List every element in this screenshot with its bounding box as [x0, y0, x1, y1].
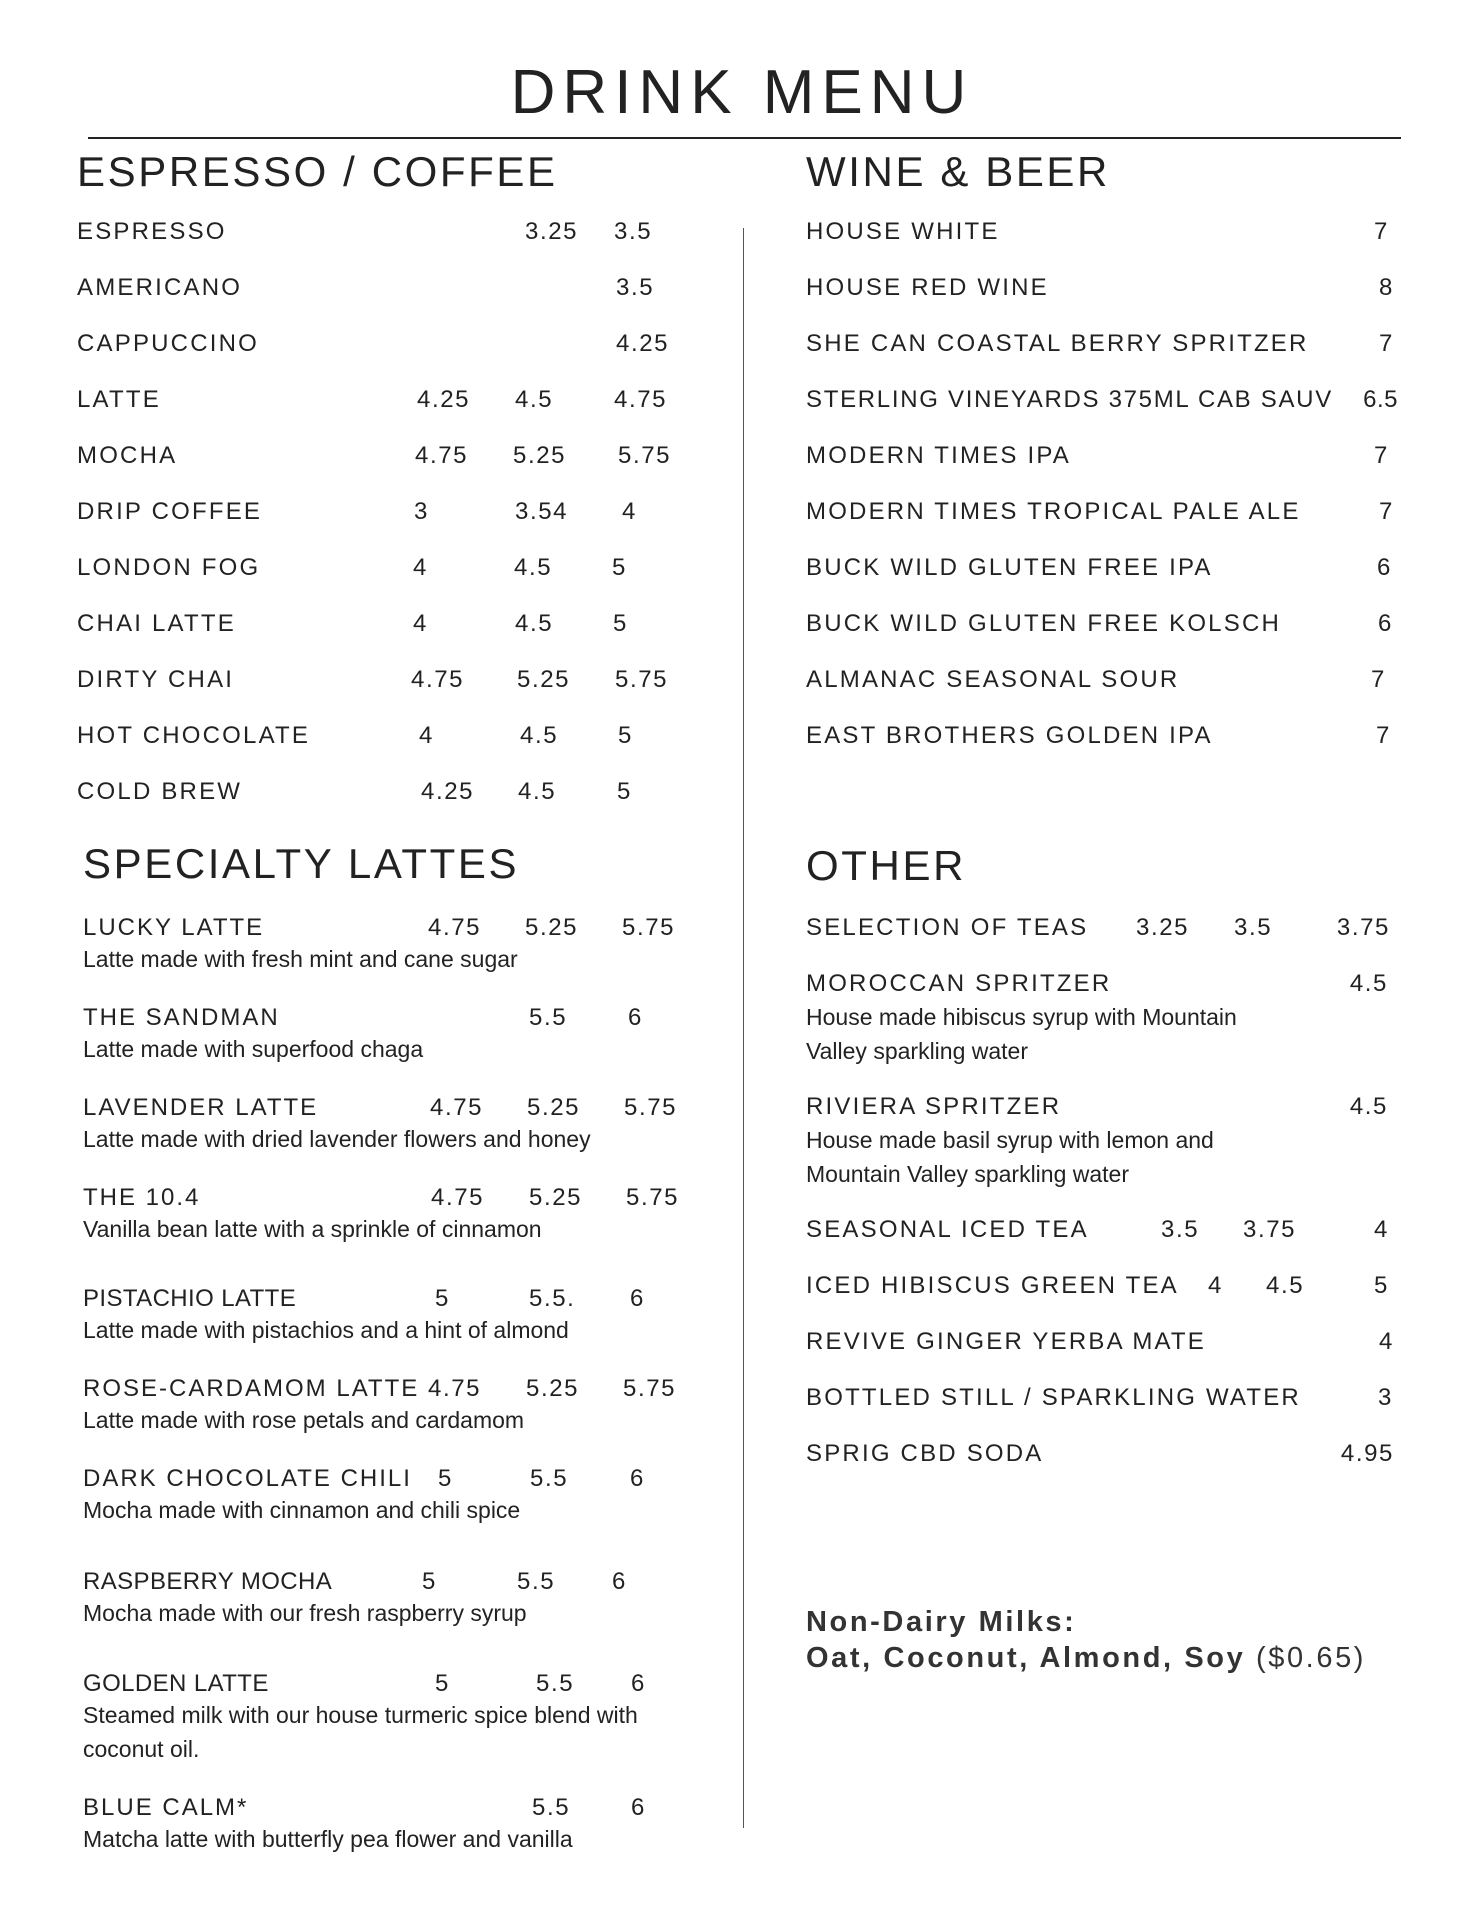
price-medium: 5.25: [517, 666, 571, 693]
menu-row: [806, 216, 1396, 256]
price-medium: 3.5: [1234, 914, 1273, 941]
price-small: 4: [1208, 1272, 1223, 1299]
menu-row: [77, 440, 677, 480]
price-small: 3.25: [1136, 914, 1190, 941]
price-small: 4: [413, 610, 428, 637]
price-large: 5: [613, 610, 628, 637]
non-dairy-note: [806, 1604, 1366, 1676]
price-small: 4.75: [431, 1184, 485, 1211]
price-small: 4: [413, 554, 428, 581]
price-large: 3.5: [614, 218, 653, 245]
menu-row: [806, 552, 1396, 592]
menu-row: [806, 328, 1396, 368]
price-large: 6: [612, 1568, 627, 1595]
price: 7: [1376, 722, 1391, 749]
item-name: RASPBERRY MOCHA: [83, 1568, 333, 1595]
menu-row: [806, 1382, 1396, 1422]
item-description: Matcha latte with butterfly pea flower and vanilla: [83, 1826, 573, 1852]
price-large: 6: [631, 1794, 646, 1821]
price-large: 6: [628, 1004, 643, 1031]
item-name: MOROCCAN SPRITZER: [806, 970, 1112, 997]
price-medium: 3.54: [515, 498, 569, 525]
price: 7: [1374, 218, 1389, 245]
item-name: ALMANAC SEASONAL SOUR: [806, 666, 1180, 693]
item-name: HOUSE RED WINE: [806, 274, 1049, 301]
price-medium: 5.25: [526, 1375, 580, 1402]
specialty-heading: SPECIALTY LATTES: [83, 840, 520, 887]
price-medium: 5.25: [527, 1094, 581, 1121]
item-description: House made basil syrup with lemon and: [806, 1127, 1214, 1153]
price-medium: 5.25: [525, 914, 579, 941]
price-large: 5: [617, 778, 632, 805]
price: 6: [1378, 610, 1393, 637]
column-divider: [743, 228, 744, 1828]
menu-row: [77, 272, 677, 312]
item-description: Steamed milk with our house turmeric spice blend with: [83, 1702, 638, 1728]
price-small: 4.25: [421, 778, 475, 805]
item-name: HOUSE WHITE: [806, 218, 1000, 245]
price-small: 4: [419, 722, 434, 749]
price-large: 5: [612, 554, 627, 581]
price-large: 6: [630, 1285, 645, 1312]
page-title: DRINK MENU: [510, 58, 974, 127]
item-description: coconut oil.: [83, 1736, 200, 1762]
menu-row: [806, 664, 1396, 704]
price-large: 3.5: [616, 274, 655, 301]
price-small: 3.5: [1161, 1216, 1200, 1243]
price-medium: 4.5: [514, 554, 553, 581]
item-name: SHE CAN COASTAL BERRY SPRITZER: [806, 330, 1309, 357]
price-small: 4.25: [417, 386, 471, 413]
item-name: DARK CHOCOLATE CHILI: [83, 1465, 412, 1492]
price-large: 5.75: [626, 1184, 680, 1211]
item-name: BUCK WILD GLUTEN FREE KOLSCH: [806, 610, 1282, 637]
item-name: GOLDEN LATTE: [83, 1670, 269, 1697]
price-medium: 5.5: [536, 1670, 575, 1697]
price-small: 4.75: [428, 914, 482, 941]
item-name: PISTACHIO LATTE: [83, 1285, 297, 1312]
item-name: BLUE CALM*: [83, 1794, 249, 1821]
menu-row: [806, 384, 1396, 424]
menu-row: [806, 1326, 1396, 1366]
non-dairy-options: Oat, Coconut, Almond, Soy: [806, 1642, 1246, 1674]
price-large: 5: [618, 722, 633, 749]
item-name: MODERN TIMES IPA: [806, 442, 1072, 469]
menu-row: [77, 384, 677, 424]
non-dairy-options-line: [806, 1640, 1366, 1676]
price-large: 4.75: [614, 386, 668, 413]
price-large: 4: [622, 498, 637, 525]
price-medium: 5.25: [513, 442, 567, 469]
item-name: MOCHA: [77, 442, 178, 469]
menu-row: [77, 496, 677, 536]
price-large: 5.75: [622, 914, 676, 941]
price-medium: 5.5: [529, 1004, 568, 1031]
menu-row: [806, 496, 1396, 536]
price-medium: 5.5: [532, 1794, 571, 1821]
item-name: ROSE-CARDAMOM LATTE: [83, 1375, 420, 1402]
price-medium: 3.75: [1243, 1216, 1297, 1243]
price-large: 4.25: [616, 330, 670, 357]
price-large: 5.75: [618, 442, 672, 469]
price-medium: 3.25: [525, 218, 579, 245]
item-name: CHAI LATTE: [77, 610, 236, 637]
menu-row: [806, 1438, 1396, 1478]
price-large: 3: [1378, 1384, 1393, 1411]
menu-row: [77, 328, 677, 368]
menu-row: [77, 552, 677, 592]
price: 7: [1374, 442, 1389, 469]
price-small: 4.75: [411, 666, 465, 693]
item-name: HOT CHOCOLATE: [77, 722, 311, 749]
menu-row: [806, 272, 1396, 312]
price-large: 4.95: [1340, 1440, 1394, 1467]
price-small: 4.75: [415, 442, 469, 469]
title-divider: [88, 137, 1401, 139]
item-name: SPRIG CBD SODA: [806, 1440, 1044, 1467]
non-dairy-price: ($0.65): [1245, 1642, 1367, 1674]
price: 8: [1379, 274, 1394, 301]
item-description: House made hibiscus syrup with Mountain: [806, 1004, 1237, 1030]
price-large: 4.5: [1349, 970, 1388, 997]
price-large: 4.5: [1349, 1093, 1388, 1120]
menu-row: [77, 776, 677, 816]
price-medium: 5.5: [530, 1465, 569, 1492]
espresso-heading: ESPRESSO / COFFEE: [77, 148, 558, 195]
menu-row: [806, 912, 1396, 952]
item-description: Latte made with pistachios and a hint of almond: [83, 1317, 569, 1343]
other-heading: OTHER: [806, 842, 966, 889]
item-description: Mountain Valley sparkling water: [806, 1161, 1130, 1187]
price-large: 4: [1379, 1328, 1394, 1355]
price: 7: [1379, 498, 1394, 525]
price-large: 5.75: [615, 666, 669, 693]
price-medium: 4.5: [515, 610, 554, 637]
item-name: DRIP COFFEE: [77, 498, 263, 525]
price-large: 5.75: [623, 1375, 677, 1402]
item-name: EAST BROTHERS GOLDEN IPA: [806, 722, 1213, 749]
item-description: Mocha made with cinnamon and chili spice: [83, 1497, 521, 1523]
price-large: 5.75: [624, 1094, 678, 1121]
price-large: 6: [630, 1465, 645, 1492]
item-name: SEASONAL ICED TEA: [806, 1216, 1089, 1243]
item-name: THE SANDMAN: [83, 1004, 280, 1031]
menu-row: [77, 664, 677, 704]
item-name: REVIVE GINGER YERBA MATE: [806, 1328, 1207, 1355]
price-small: 3: [414, 498, 429, 525]
price-small: 5: [422, 1568, 437, 1595]
item-name: LAVENDER LATTE: [83, 1094, 319, 1121]
item-description: Latte made with rose petals and cardamom: [83, 1407, 525, 1433]
item-name: DIRTY CHAI: [77, 666, 235, 693]
price-large: 3.75: [1336, 914, 1390, 941]
item-name: BOTTLED STILL / SPARKLING WATER: [806, 1384, 1301, 1411]
item-name: STERLING VINEYARDS 375ML CAB SAUV: [806, 386, 1333, 413]
price-medium: 5.5: [517, 1568, 556, 1595]
item-name: MODERN TIMES TROPICAL PALE ALE: [806, 498, 1301, 525]
menu-row: [806, 1214, 1396, 1254]
price-small: 5: [438, 1465, 453, 1492]
price-medium: 4.5: [1266, 1272, 1305, 1299]
wine-heading: WINE & BEER: [806, 148, 1110, 195]
price: 6.5: [1363, 386, 1398, 413]
item-name: LATTE: [77, 386, 161, 413]
menu-row: [77, 216, 677, 256]
price-small: 4.75: [428, 1375, 482, 1402]
item-description: Latte made with dried lavender flowers and honey: [83, 1126, 591, 1152]
menu-row: [806, 440, 1396, 480]
menu-row: [806, 1270, 1396, 1310]
price-medium: 4.5: [520, 722, 559, 749]
menu-row: [806, 608, 1396, 648]
menu-row: [77, 720, 677, 760]
item-name: ESPRESSO: [77, 218, 227, 245]
menu-row: [77, 608, 677, 648]
item-description: Latte made with superfood chaga: [83, 1036, 424, 1062]
item-name: LONDON FOG: [77, 554, 261, 581]
price-small: 4.75: [430, 1094, 484, 1121]
price: 6: [1377, 554, 1392, 581]
item-name: AMERICANO: [77, 274, 243, 301]
price-small: 5: [435, 1670, 450, 1697]
item-description: Mocha made with our fresh raspberry syrup: [83, 1600, 527, 1626]
price-large: 6: [631, 1670, 646, 1697]
price-medium: 5.25: [529, 1184, 583, 1211]
price-medium: 4.5: [515, 386, 554, 413]
item-name: BUCK WILD GLUTEN FREE IPA: [806, 554, 1213, 581]
item-name: THE 10.4: [83, 1184, 201, 1211]
price-medium: 4.5: [518, 778, 557, 805]
item-name: CAPPUCCINO: [77, 330, 260, 357]
item-name: ICED HIBISCUS GREEN TEA: [806, 1272, 1179, 1299]
non-dairy-label: Non-Dairy Milks:: [806, 1606, 1077, 1638]
item-description: Valley sparkling water: [806, 1038, 1029, 1064]
item-description: Latte made with fresh mint and cane sugar: [83, 946, 518, 972]
item-name: COLD BREW: [77, 778, 243, 805]
item-name: RIVIERA SPRITZER: [806, 1093, 1062, 1120]
price-large: 4: [1374, 1216, 1389, 1243]
price-small: 5: [435, 1285, 450, 1312]
item-description: Vanilla bean latte with a sprinkle of cinnamon: [83, 1216, 542, 1242]
item-name: SELECTION OF TEAS: [806, 914, 1089, 941]
menu-row: [806, 720, 1396, 760]
item-name: LUCKY LATTE: [83, 914, 265, 941]
price-medium: 5.5.: [529, 1285, 576, 1312]
price: 7: [1371, 666, 1386, 693]
price: 7: [1379, 330, 1394, 357]
price-large: 5: [1374, 1272, 1389, 1299]
